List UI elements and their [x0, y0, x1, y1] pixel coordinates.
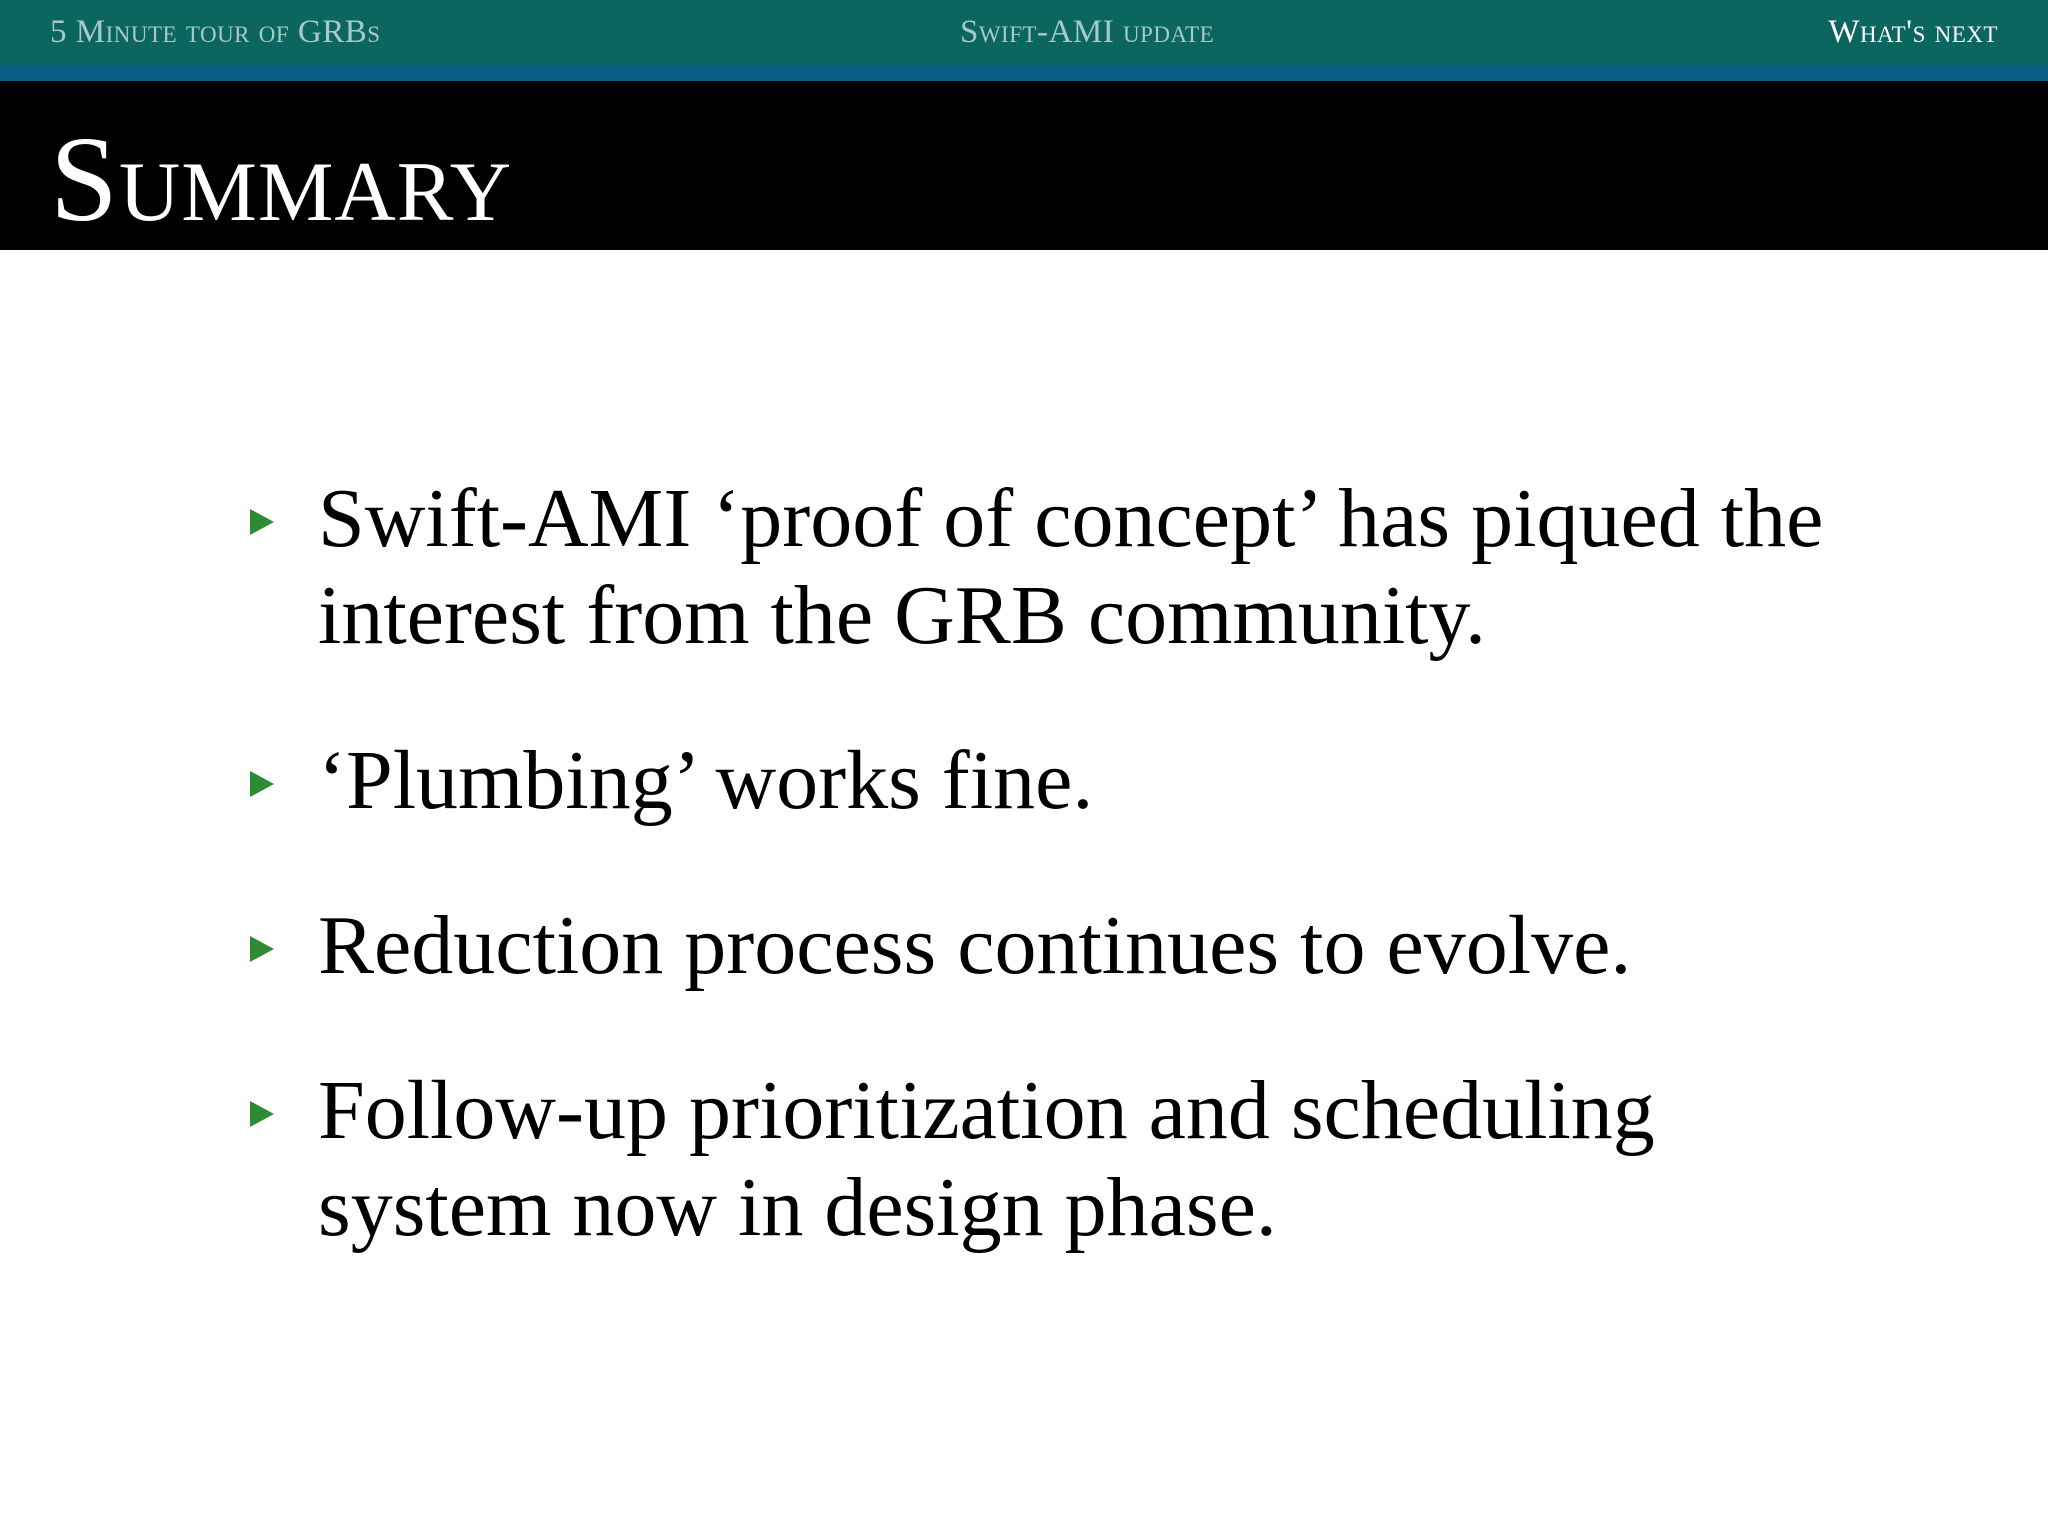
bullet-item [240, 897, 1860, 994]
nav-section-grb-tour[interactable]: 5 Minute tour of GRBs [50, 14, 381, 50]
title-bar [0, 81, 2048, 250]
bullet-text: ‘Plumbing’ works fine. [318, 734, 1094, 827]
bullet-text: Reduction process continues to evolve. [318, 899, 1632, 992]
slide-title: Summary [50, 112, 513, 247]
triangle-right-icon [250, 936, 274, 962]
section-navigation-bar [0, 0, 2048, 81]
nav-section-whats-next[interactable]: What's next [1828, 14, 1998, 50]
triangle-right-icon [250, 509, 274, 535]
triangle-right-icon [250, 1101, 274, 1127]
bullet-text: Swift-AMI ‘proof of concept’ has piqued the interest from the GRB community. [318, 472, 1824, 662]
bullet-text: Follow-up prioritization and scheduling system now in design phase. [318, 1064, 1655, 1254]
bullet-item [240, 470, 1860, 664]
nav-section-swift-ami-update[interactable]: Swift-AMI update [960, 14, 1215, 50]
triangle-right-icon [250, 771, 274, 797]
bullet-list [240, 470, 1860, 1256]
bullet-item [240, 1062, 1860, 1256]
bullet-item [240, 732, 1860, 829]
